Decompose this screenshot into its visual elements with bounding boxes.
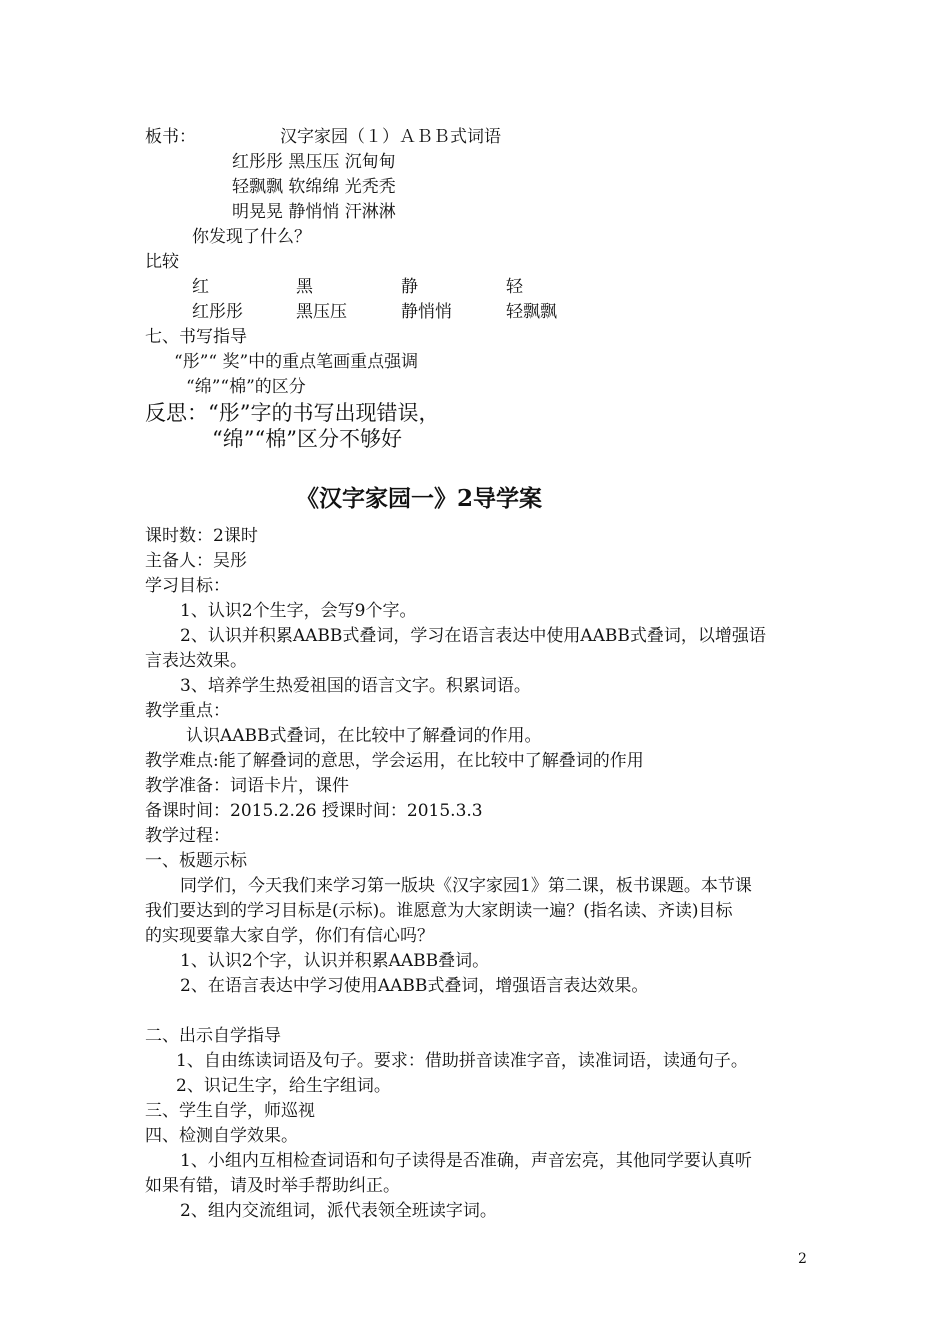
difficulty: 教学难点:能了解叠词的意思，学会运用，在比较中了解叠词的作用 <box>145 751 644 771</box>
step1-heading: 一、板题示标 <box>145 851 247 871</box>
reflection-line1: 反思：“彤”字的书写出现错误， <box>145 401 440 425</box>
goal-2b: 言表达效果。 <box>145 651 247 671</box>
step4-item1-line1: 1、小组内互相检查词语和句子读得是否准确，声音宏亮，其他同学要认真听 <box>180 1151 752 1171</box>
compare-triple: 轻飘飘 <box>506 302 557 322</box>
focus-text: 认识AABB式叠词，在比较中了解叠词的作用。 <box>186 726 542 746</box>
compare-single: 黑 <box>296 277 313 297</box>
compare-single: 红 <box>192 277 209 297</box>
step4-heading: 四、检测自学效果。 <box>145 1126 298 1146</box>
step4-item2: 2、组内交流组词，派代表领全班读字词。 <box>180 1201 497 1221</box>
goal-1: 1、认识2个生字，会写9个字。 <box>180 601 417 621</box>
compare-triple: 黑压压 <box>296 302 347 322</box>
compare-label: 比较 <box>145 252 179 272</box>
preparation: 教学准备：词语卡片，课件 <box>145 776 349 796</box>
board-question: 你发现了什么？ <box>192 227 311 247</box>
plan-title: 《汉字家园一》2导学案 <box>296 485 543 512</box>
writing-guide-heading: 七、书写指导 <box>145 327 247 347</box>
prep-times: 备课时间：2015.2.26 授课时间：2015.3.3 <box>145 801 483 821</box>
step4-item1-line2: 如果有错，请及时举手帮助纠正。 <box>145 1176 400 1196</box>
writing-guide-line1: “彤”“ 奖”中的重点笔画重点强调 <box>174 352 419 372</box>
step1-paragraph-line2: 我们要达到的学习目标是(示标)。谁愿意为大家朗读一遍？(指名读、齐读)目标 <box>145 901 733 921</box>
plan-hours: 课时数：2课时 <box>145 526 258 546</box>
step1-paragraph-line3: 的实现要靠大家自学，你们有信心吗？ <box>145 926 434 946</box>
board-words-row2: 轻飘飘 软绵绵 光秃秃 <box>232 177 396 197</box>
board-title: 汉字家园（１）ＡＢＢ式词语 <box>280 127 501 147</box>
step2-item1: 1、自由练读词语及句子。要求：借助拼音读准字音，读准词语，读通句子。 <box>176 1051 748 1071</box>
process-label: 教学过程： <box>145 826 230 846</box>
step1-item2: 2、在语言表达中学习使用AABB式叠词，增强语言表达效果。 <box>180 976 649 996</box>
compare-triple: 静悄悄 <box>401 302 452 322</box>
page-number: 2 <box>798 1251 807 1267</box>
step2-heading: 二、出示自学指导 <box>145 1026 281 1046</box>
board-label: 板书： <box>145 127 196 147</box>
compare-single: 静 <box>401 277 418 297</box>
compare-single: 轻 <box>506 277 523 297</box>
focus-label: 教学重点： <box>145 701 230 721</box>
board-words-row3: 明晃晃 静悄悄 汗淋淋 <box>232 202 396 222</box>
step1-item1: 1、认识2个字，认识并积累AABB叠词。 <box>180 951 490 971</box>
plan-preparer: 主备人：吴彤 <box>145 551 247 571</box>
step1-paragraph-line1: 同学们，今天我们来学习第一版块《汉字家园1》第二课，板书课题。本节课 <box>180 876 752 896</box>
step2-item2: 2、识记生字，给生字组词。 <box>176 1076 391 1096</box>
writing-guide-line2: “绵”“棉”的区分 <box>186 377 306 397</box>
board-words-row1: 红彤彤 黑压压 沉甸甸 <box>232 152 396 172</box>
step3-heading: 三、学生自学，师巡视 <box>145 1101 315 1121</box>
compare-triple: 红彤彤 <box>192 302 243 322</box>
reflection-line2: “绵”“棉”区分不够好 <box>212 427 402 451</box>
goal-3: 3、培养学生热爱祖国的语言文字。积累词语。 <box>180 676 531 696</box>
goals-label: 学习目标： <box>145 576 230 596</box>
goal-2a: 2、认识并积累AABB式叠词，学习在语言表达中使用AABB式叠词，以增强语 <box>180 626 766 646</box>
